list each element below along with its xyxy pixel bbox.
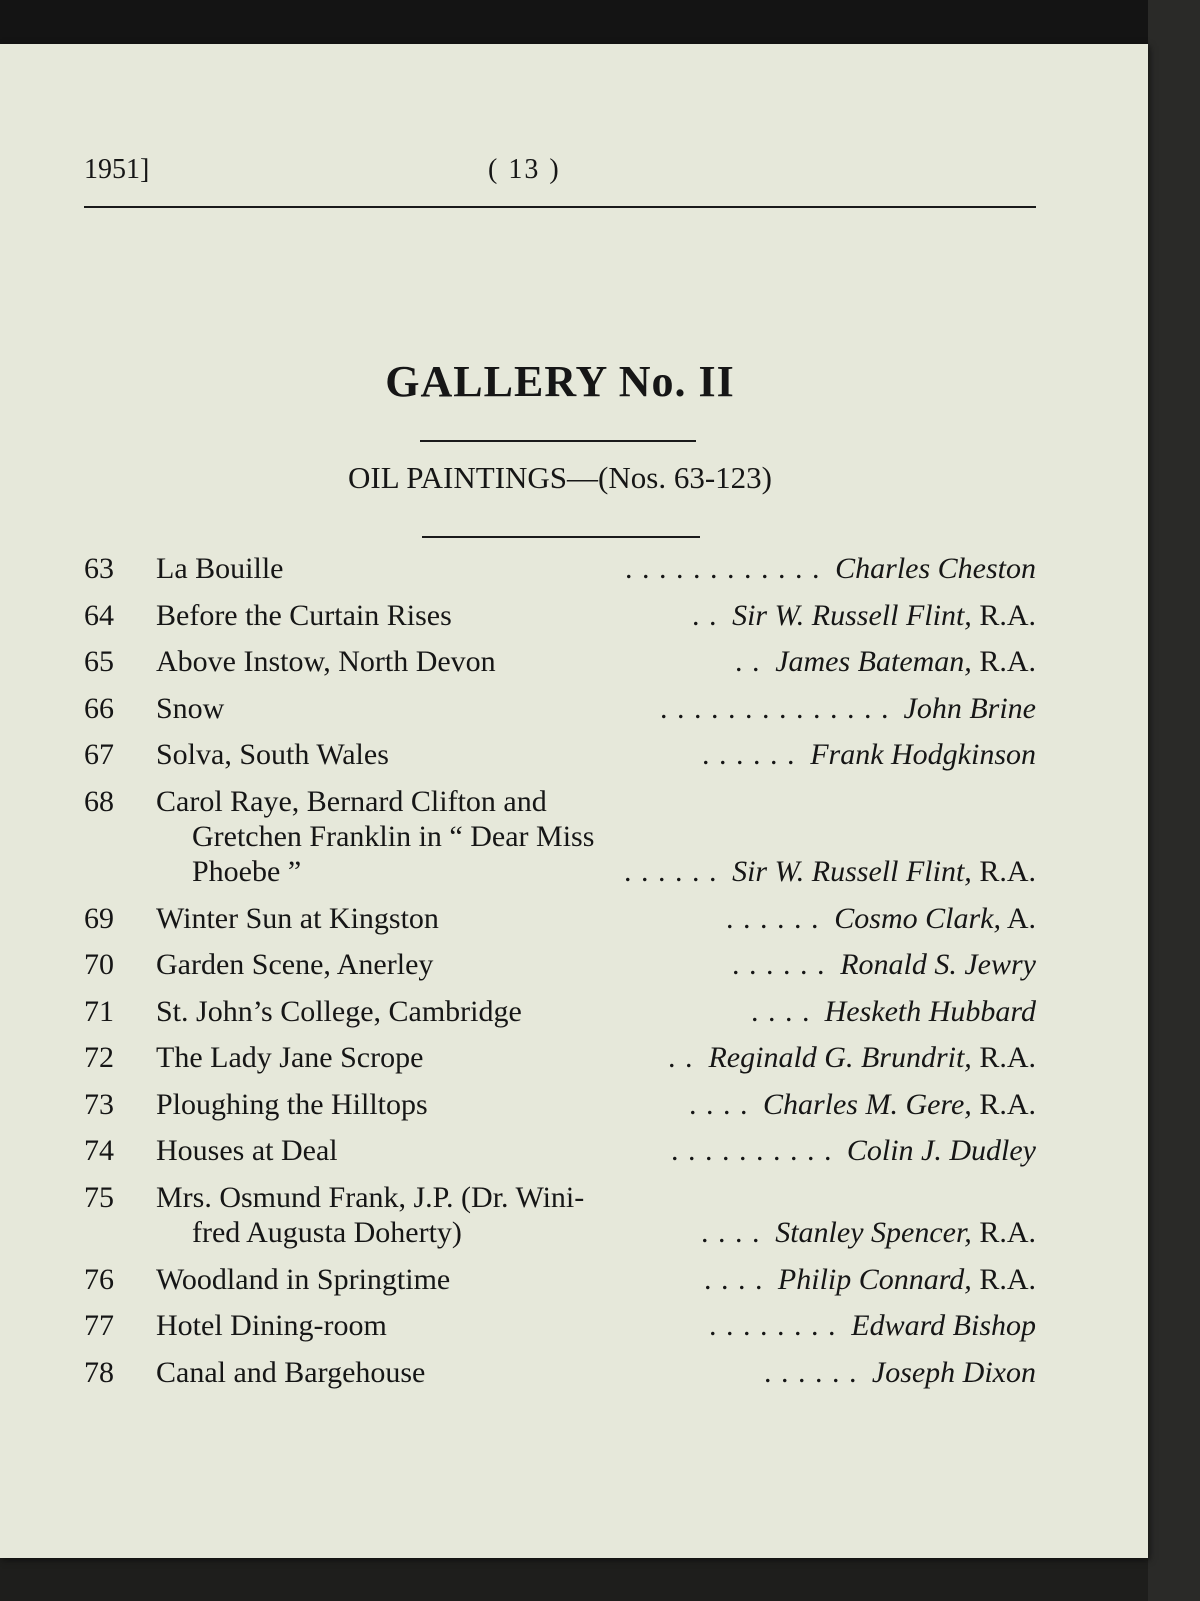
leader-dots: . . . . . . <box>624 854 718 888</box>
entry-number: 67 <box>84 738 114 771</box>
entry-title-line: Carol Raye, Bernard Clifton and <box>156 784 547 818</box>
artist-name: Sir W. Russell Flint, <box>732 854 972 888</box>
entry-number: 71 <box>84 994 114 1028</box>
entry-artist <box>825 989 1036 1036</box>
entry-artist <box>778 1257 1036 1304</box>
entry-title: Houses at Deal <box>156 1134 338 1167</box>
leader-dots: . . . . <box>704 1262 764 1296</box>
artist-honours: A. <box>1000 901 1036 935</box>
entry-artist <box>904 686 1036 733</box>
running-head <box>84 154 1036 194</box>
artist-honours: R.A. <box>971 598 1036 632</box>
leader-dots: . . <box>692 598 718 632</box>
entry-number: 73 <box>84 1087 114 1121</box>
leader-dots: . . . . . . . . . . . . <box>625 552 821 585</box>
entry-title-line: Gretchen Franklin in “ Dear Miss <box>192 819 595 853</box>
catalogue-entry <box>84 546 1036 593</box>
artist-name: Edward Bishop <box>851 1309 1036 1342</box>
artist-name: John Brine <box>903 691 1036 725</box>
entry-title: St. John’s College, Cambridge <box>156 994 522 1028</box>
artist-honours: R.A. <box>971 1087 1036 1121</box>
leader-dots: . . <box>668 1041 694 1074</box>
entry-artist <box>732 854 1036 889</box>
artist-name: Philip Connard, <box>777 1262 972 1296</box>
entry-artist <box>834 896 1036 943</box>
artist-name: Sir W. Russell Flint, <box>732 598 972 632</box>
entry-number: 74 <box>84 1134 114 1167</box>
section-subtitle: OIL PAINTINGS—(Nos. 63-123) <box>348 460 772 495</box>
artist-honours: R.A. <box>971 854 1036 888</box>
artist-name: Cosmo Clark, <box>834 901 1001 935</box>
artist-name: Charles M. Gere, <box>762 1087 972 1121</box>
entry-number: 63 <box>84 552 114 585</box>
title-rule-upper <box>420 440 696 442</box>
artist-name: Frank Hodgkinson <box>810 738 1036 771</box>
catalogue-entry <box>84 942 1036 989</box>
entry-artist <box>847 1128 1036 1175</box>
entry-title: Garden Scene, Anerley <box>156 948 434 981</box>
leader-dots: . . . . . . <box>702 738 796 771</box>
catalogue-entry <box>84 1035 1036 1082</box>
catalogue-entry <box>84 779 1036 896</box>
entry-number: 76 <box>84 1262 114 1296</box>
entry-title: Winter Sun at Kingston <box>156 901 439 935</box>
entry-number: 75 <box>84 1180 114 1214</box>
leader-dots: . . . . . . <box>726 901 820 935</box>
entry-number: 65 <box>84 645 114 678</box>
artist-honours: R.A. <box>971 1041 1036 1074</box>
artist-name: Colin J. Dudley <box>846 1134 1036 1167</box>
scan-backdrop-right <box>1148 0 1200 1601</box>
entry-number: 78 <box>84 1355 114 1389</box>
catalogue-entry <box>84 1303 1036 1350</box>
entry-number: 69 <box>84 901 114 935</box>
entry-artist <box>763 1082 1036 1129</box>
catalogue-entry <box>84 1082 1036 1129</box>
entry-title: The Lady Jane Scrope <box>156 1041 424 1074</box>
entry-title: Woodland in Springtime <box>156 1262 451 1296</box>
leader-dots: . . <box>735 645 761 678</box>
leader-dots: . . . . . . . . <box>709 1309 837 1342</box>
entry-artist <box>840 942 1036 989</box>
artist-honours: R.A. <box>971 1215 1036 1249</box>
entry-title-line: Mrs. Osmund Frank, J.P. (Dr. Wini- <box>156 1180 585 1214</box>
page-number: ( 13 ) <box>488 154 561 185</box>
artist-name: Hesketh Hubbard <box>824 994 1036 1028</box>
catalogue-entry <box>84 639 1036 686</box>
artist-name: Reginald G. Brundrit, <box>708 1041 972 1074</box>
entry-artist <box>732 593 1036 640</box>
entry-title: Snow <box>156 691 225 725</box>
running-head-year: 1951] <box>84 154 150 185</box>
catalogue-entry <box>84 593 1036 640</box>
catalogue-entries <box>84 546 1036 1396</box>
artist-name: Charles Cheston <box>835 552 1036 585</box>
catalogue-entry <box>84 1257 1036 1304</box>
header-rule <box>84 206 1036 208</box>
catalogue-entry <box>84 732 1036 779</box>
leader-dots: . . . . <box>701 1215 761 1249</box>
entry-title: Solva, South Wales <box>156 738 389 771</box>
entry-artist <box>835 546 1036 593</box>
leader-dots: . . . . <box>751 994 811 1028</box>
entry-title: Before the Curtain Rises <box>156 598 452 632</box>
gallery-title: GALLERY No. II <box>385 357 735 406</box>
entry-title: Canal and Bargehouse <box>156 1355 426 1389</box>
leader-dots: . . . . <box>689 1087 749 1121</box>
catalogue-entry <box>84 1128 1036 1175</box>
catalogue-entry <box>84 1350 1036 1397</box>
artist-name: Joseph Dixon <box>871 1355 1036 1389</box>
entry-title: Above Instow, North Devon <box>156 645 496 678</box>
entry-artist <box>708 1035 1036 1082</box>
artist-honours: R.A. <box>971 1262 1036 1296</box>
entry-title: Hotel Dining-room <box>156 1309 387 1342</box>
catalogue-entry <box>84 989 1036 1036</box>
catalogue-page <box>0 44 1148 1558</box>
entry-number: 70 <box>84 948 114 981</box>
artist-name: James Bateman, <box>775 645 972 678</box>
entry-title: Ploughing the Hilltops <box>156 1087 428 1121</box>
leader-dots: . . . . . . <box>732 948 826 981</box>
entry-number: 77 <box>84 1309 114 1342</box>
leader-dots: . . . . . . . . . . . . . . <box>660 691 890 725</box>
entry-number: 66 <box>84 691 114 725</box>
catalogue-entry <box>84 686 1036 733</box>
entry-number: 68 <box>84 784 114 818</box>
entry-title: La Bouille <box>156 552 284 585</box>
entry-artist <box>872 1350 1036 1397</box>
artist-name: Ronald S. Jewry <box>840 948 1036 981</box>
entry-number: 72 <box>84 1041 114 1074</box>
entry-artist <box>851 1303 1036 1350</box>
leader-dots: . . . . . . <box>764 1355 858 1389</box>
entry-artist <box>775 639 1036 686</box>
catalogue-entry <box>84 896 1036 943</box>
entry-number: 64 <box>84 598 114 632</box>
title-rule-lower <box>422 536 700 538</box>
entry-artist <box>775 1215 1036 1250</box>
artist-name: Stanley Spencer, <box>775 1215 972 1249</box>
leader-dots: . . . . . . . . . . <box>671 1134 833 1167</box>
entry-title-line: fred Augusta Doherty) <box>192 1215 462 1249</box>
artist-honours: R.A. <box>971 645 1036 678</box>
catalogue-entry <box>84 1175 1036 1257</box>
entry-artist <box>810 732 1036 779</box>
entry-title-line: Phoebe ” <box>192 854 302 888</box>
